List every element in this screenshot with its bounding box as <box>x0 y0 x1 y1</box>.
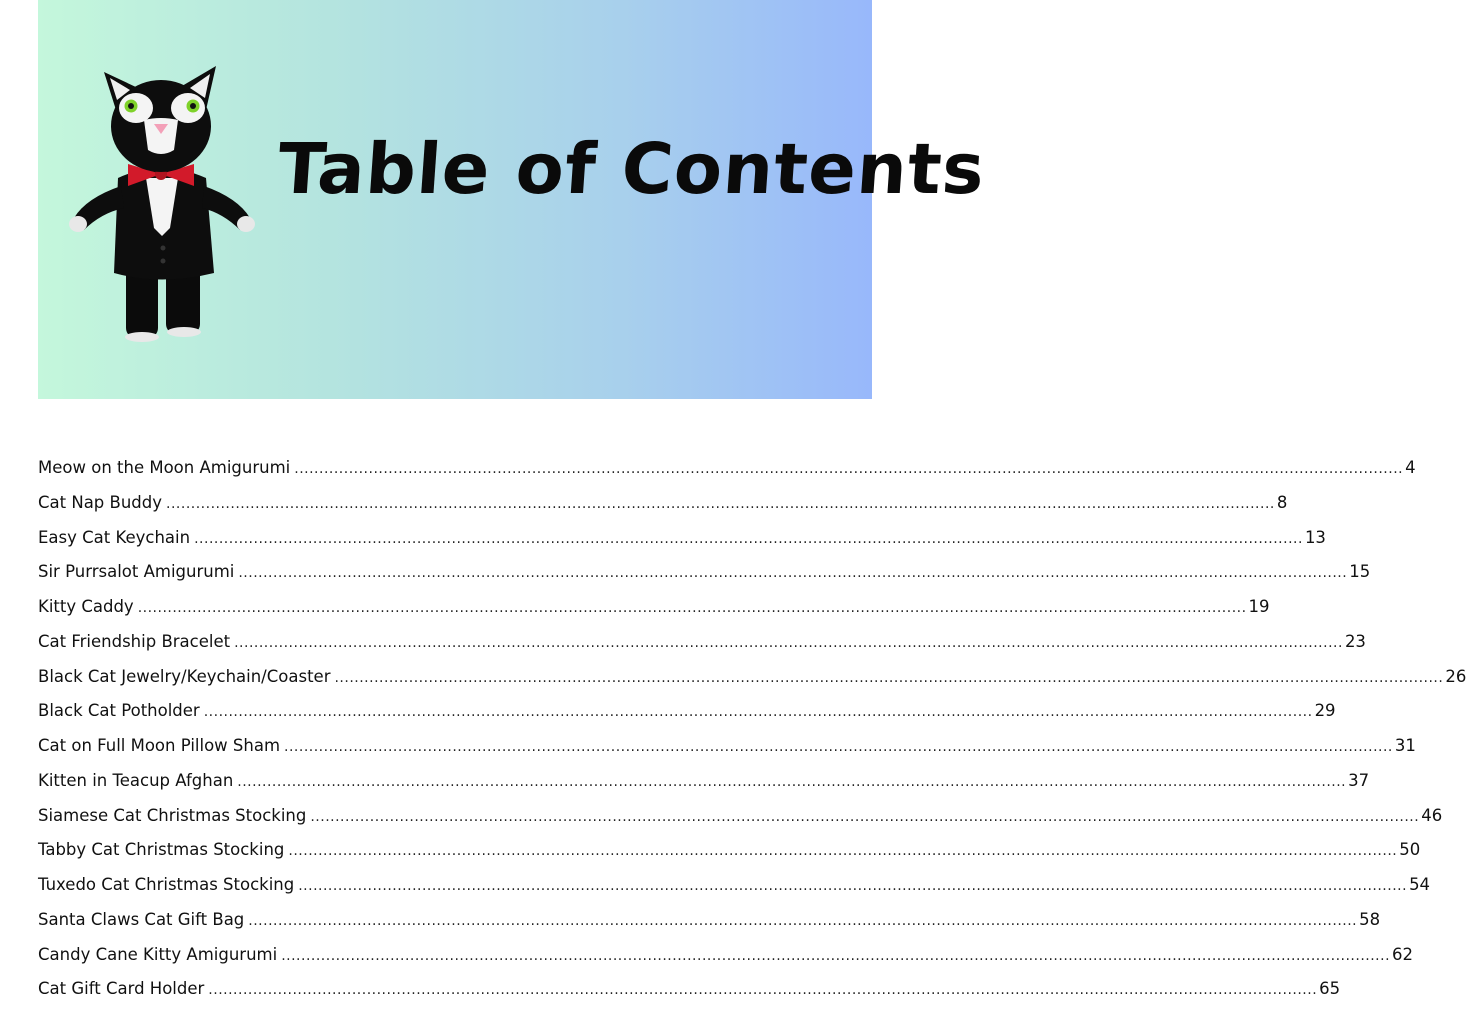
toc-entry[interactable] <box>38 555 1371 590</box>
toc-entry-title: Meow on the Moon Amigurumi <box>38 458 291 477</box>
dot-leader <box>237 765 1346 800</box>
header-banner <box>38 0 988 399</box>
toc-entry-title: Cat on Full Moon Pillow Sham <box>38 736 281 755</box>
dot-leader <box>294 452 1403 487</box>
toc-entry-title: Sir Purrsalot Amigurumi <box>38 562 235 582</box>
toc-entry-page-number: 62 <box>1392 944 1414 964</box>
toc-entry[interactable] <box>38 451 1416 486</box>
toc-entry-page-number: 26 <box>1445 666 1466 686</box>
toc-entry[interactable] <box>38 660 1466 695</box>
toc-entry-title: Cat Friendship Bracelet <box>38 631 231 651</box>
toc-entry-title: Black Cat Potholder <box>38 701 200 721</box>
dot-leader <box>281 939 1390 974</box>
toc-entry-title: Easy Cat Keychain <box>38 527 191 547</box>
toc-entry-page-number: 29 <box>1314 701 1336 721</box>
toc-entry[interactable] <box>38 903 1381 938</box>
toc-entry[interactable] <box>38 694 1336 729</box>
dot-leader <box>194 522 1303 557</box>
dot-leader <box>238 556 1347 591</box>
toc-entry-page-number: 31 <box>1394 736 1416 755</box>
toc-entry-page-number: 58 <box>1359 909 1381 929</box>
toc-entry-page-number: 46 <box>1421 805 1443 825</box>
toc-entry-title: Black Cat Jewelry/Keychain/Coaster <box>38 666 331 686</box>
dot-leader <box>310 800 1419 835</box>
toc-entry[interactable] <box>38 972 1341 1007</box>
toc-entry-page-number: 19 <box>1248 597 1270 616</box>
dot-leader <box>288 834 1397 869</box>
toc-entry-title: Tabby Cat Christmas Stocking <box>38 840 285 860</box>
toc-entry[interactable] <box>38 521 1326 556</box>
toc-entry-page-number: 54 <box>1409 875 1431 894</box>
toc-entry[interactable] <box>38 590 1270 625</box>
dot-leader <box>298 869 1407 904</box>
toc-entry[interactable] <box>38 833 1421 868</box>
toc-entry-page-number: 50 <box>1399 840 1421 860</box>
toc-entry[interactable] <box>38 729 1416 764</box>
toc-entry-title: Cat Gift Card Holder <box>38 979 205 999</box>
toc-entry-title: Santa Claws Cat Gift Bag <box>38 909 245 929</box>
dot-leader <box>138 591 1247 626</box>
toc-entry-page-number: 4 <box>1405 458 1416 477</box>
dot-leader <box>334 661 1443 696</box>
toc-entry-page-number: 37 <box>1348 770 1370 790</box>
toc-entry-title: Candy Cane Kitty Amigurumi <box>38 944 278 964</box>
toc-entry-page-number: 8 <box>1276 492 1288 512</box>
dot-leader <box>284 730 1393 765</box>
toc-entry-title: Kitten in Teacup Afghan <box>38 770 234 790</box>
toc-entry-page-number: 65 <box>1319 979 1341 999</box>
toc-entry-title: Tuxedo Cat Christmas Stocking <box>38 875 295 894</box>
dot-leader <box>166 487 1275 522</box>
toc-entry-page-number: 13 <box>1304 527 1326 547</box>
table-of-contents <box>38 451 1466 1007</box>
toc-entry[interactable] <box>38 868 1431 903</box>
toc-entry-title: Cat Nap Buddy <box>38 492 163 512</box>
crochet-tuxedo-cat-image <box>66 58 256 348</box>
toc-entry[interactable] <box>38 486 1288 521</box>
toc-entry[interactable] <box>38 625 1366 660</box>
dot-leader <box>204 695 1313 730</box>
toc-entry-page-number: 15 <box>1349 562 1371 582</box>
dot-leader <box>234 626 1343 661</box>
toc-entry-title: Kitty Caddy <box>38 597 134 616</box>
toc-entry-title: Siamese Cat Christmas Stocking <box>38 805 307 825</box>
dot-leader <box>248 904 1357 939</box>
toc-entry[interactable] <box>38 764 1370 799</box>
toc-entry-page-number: 23 <box>1344 631 1366 651</box>
toc-entry[interactable] <box>38 938 1414 973</box>
dot-leader <box>208 973 1317 1008</box>
toc-entry[interactable] <box>38 799 1443 834</box>
page-title: Table of Contents <box>275 128 988 210</box>
